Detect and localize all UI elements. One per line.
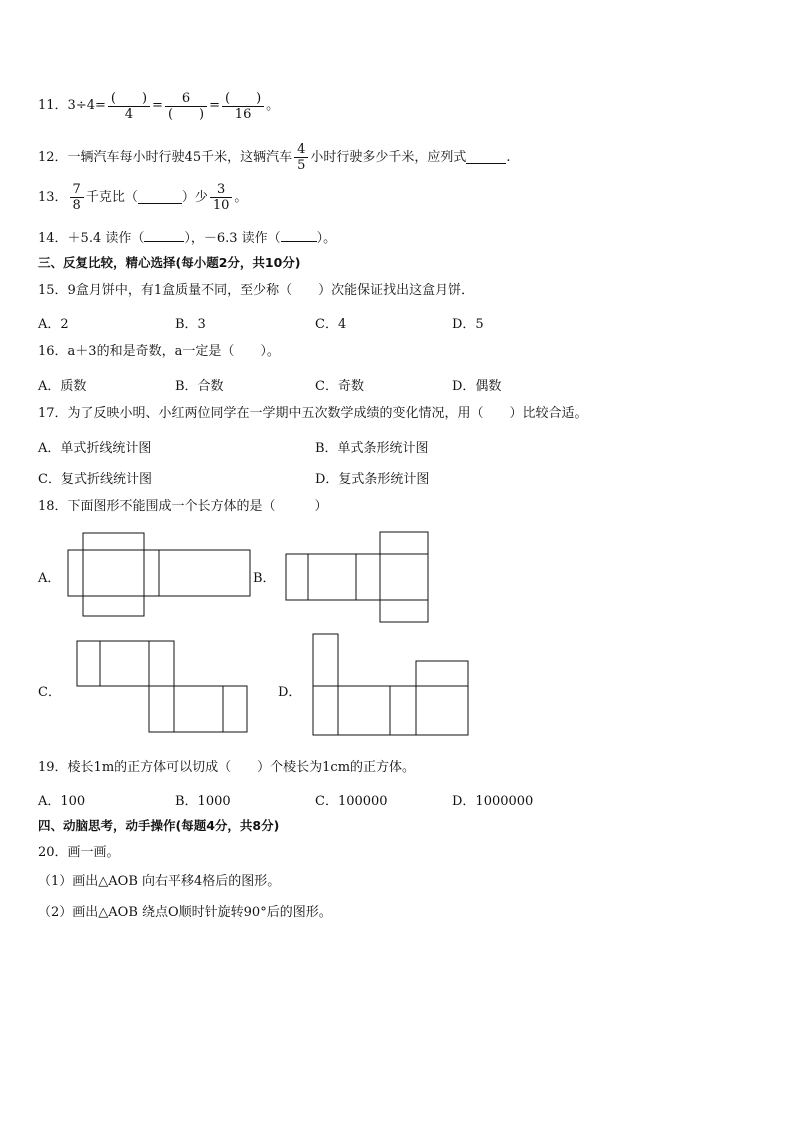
q13-f2-denominator: 10 — [212, 198, 230, 213]
question-17-text: 17．为了反映小明、小红两位同学在一学期中五次数学成绩的变化情况，用（ ）比较合适。 — [38, 406, 588, 421]
q17-option-c[interactable]: C．复式折线统计图 — [38, 472, 152, 487]
q11-f2-numerator: 6 — [165, 91, 207, 107]
question-18-text: 18．下面图形不能围成一个长方体的是（ ） — [38, 499, 328, 514]
net-b-figure[interactable] — [280, 525, 440, 629]
q15-option-b[interactable]: B．3 — [175, 317, 206, 332]
question-13 — [38, 182, 247, 213]
q19-option-d[interactable]: D．1000000 — [452, 794, 534, 809]
q13-fraction-2 — [210, 182, 233, 213]
net-d-figure[interactable] — [306, 628, 476, 740]
q14-blank-1[interactable] — [144, 229, 184, 242]
q16-option-a[interactable]: A．质数 — [38, 379, 87, 394]
q11-f3-denominator: 16 — [234, 106, 252, 122]
section-3-heading: 三、反复比较，精心选择(每小题2分，共10分) — [38, 255, 301, 270]
q11-end: 。 — [266, 98, 280, 113]
q19-option-c[interactable]: C．100000 — [315, 794, 388, 809]
q11-f3-numerator[interactable]: ( ) — [222, 91, 264, 107]
q13-number: 13． — [38, 189, 68, 205]
q18-label-c[interactable]: C． — [38, 685, 61, 700]
q16-option-c[interactable]: C．奇数 — [315, 379, 364, 394]
q12-text-post: 小时行驶多少千米，应列式 — [310, 149, 467, 165]
q15-option-a[interactable]: A．2 — [38, 317, 69, 332]
q11-number: 11． — [38, 98, 68, 113]
q18-label-d[interactable]: D． — [278, 685, 302, 700]
q13-f1-denominator: 8 — [72, 198, 81, 213]
q11-f1-denominator: 4 — [124, 106, 134, 122]
q12-numerator: 4 — [294, 142, 308, 158]
q20-subquestion-2: （2）画出△AOB 绕点O顺时针旋转90°后的图形。 — [38, 905, 332, 920]
q12-fraction — [294, 142, 308, 173]
question-20-text: 20．画一画。 — [38, 845, 120, 860]
question-14 — [38, 229, 336, 247]
q16-option-d[interactable]: D．偶数 — [452, 379, 502, 394]
question-11 — [38, 84, 279, 128]
q15-option-d[interactable]: D．5 — [452, 317, 484, 332]
q13-text-1: 千克比（ — [85, 189, 138, 205]
q11-equals-1: = — [152, 98, 163, 113]
q16-option-b[interactable]: B．合数 — [175, 379, 224, 394]
q14-blank-2[interactable] — [281, 229, 317, 242]
q17-option-a[interactable]: A．单式折线统计图 — [38, 441, 152, 456]
q14-number: 14． — [38, 231, 68, 246]
q18-label-a[interactable]: A． — [38, 571, 61, 586]
question-19-text: 19．棱长1m的正方体可以切成（ ）个棱长为1cm的正方体。 — [38, 760, 416, 775]
q11-fraction-2 — [165, 91, 207, 122]
q11-f2-denominator[interactable]: ( ) — [167, 106, 205, 122]
q14-text-1: ＋5.4 读作（ — [67, 231, 145, 246]
q12-answer-blank[interactable] — [466, 151, 506, 164]
q13-f1-numerator: 7 — [70, 182, 84, 198]
q11-expression: 3÷4= — [67, 98, 106, 113]
q11-equals-2: = — [209, 98, 220, 113]
question-15-text: 15．9盒月饼中，有1盒质量不同，至少称（ ）次能保证找出这盒月饼． — [38, 283, 475, 298]
q12-number: 12． — [38, 149, 68, 165]
q13-answer-blank[interactable] — [138, 191, 182, 204]
net-a-figure[interactable] — [60, 528, 260, 624]
q13-text-2: ）少 — [181, 189, 208, 205]
q17-option-b[interactable]: B．单式条形统计图 — [315, 441, 429, 456]
q11-fraction-3 — [222, 91, 264, 122]
q13-fraction-1 — [70, 182, 84, 213]
q18-label-b[interactable]: B． — [253, 571, 276, 586]
q11-fraction-1 — [108, 91, 150, 122]
question-16-text: 16．a＋3的和是奇数，a一定是（ ）。 — [38, 344, 280, 359]
net-c-figure[interactable] — [72, 636, 254, 740]
section-4-heading: 四、动脑思考，动手操作(每题4分，共8分) — [38, 818, 280, 833]
q14-text-3: ）。 — [316, 231, 337, 246]
q15-option-c[interactable]: C．4 — [315, 317, 347, 332]
question-12 — [38, 142, 511, 173]
q12-end: . — [506, 149, 511, 165]
q19-option-a[interactable]: A．100 — [38, 794, 86, 809]
q14-text-2: ），－6.3 读作（ — [184, 231, 281, 246]
q19-option-b[interactable]: B．1000 — [175, 794, 231, 809]
q12-denominator: 5 — [297, 158, 306, 173]
q13-end: 。 — [234, 189, 248, 205]
q13-f2-numerator: 3 — [210, 182, 233, 198]
q12-text-pre: 一辆汽车每小时行驶45千米，这辆汽车 — [67, 149, 293, 165]
q20-subquestion-1: （1）画出△AOB 向右平移4格后的图形。 — [38, 874, 281, 889]
q17-option-d[interactable]: D．复式条形统计图 — [315, 472, 430, 487]
q11-f1-numerator[interactable]: ( ) — [108, 91, 150, 107]
